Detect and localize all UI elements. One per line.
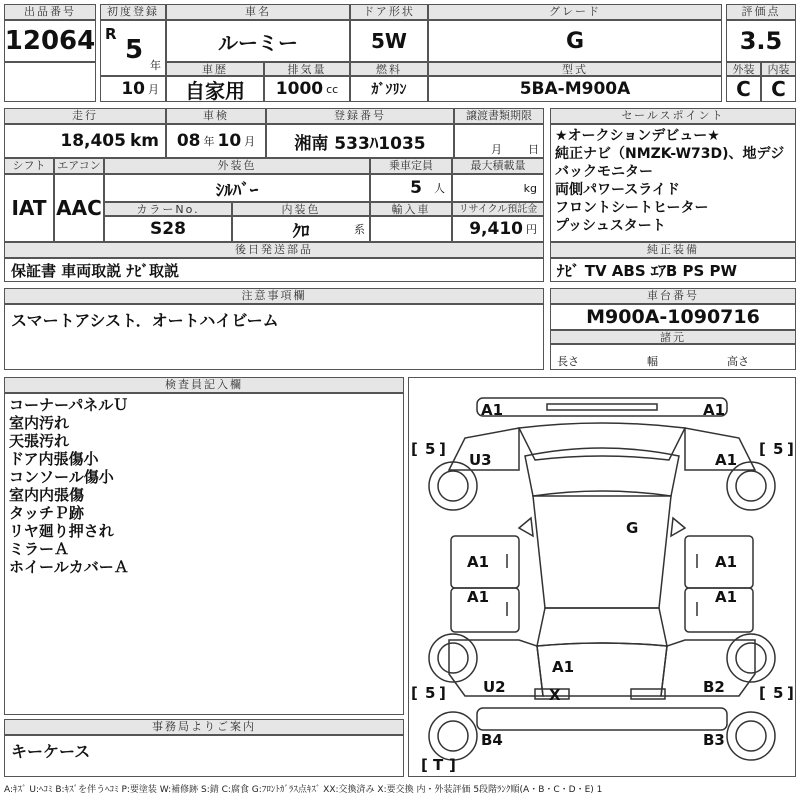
dims-width: 幅 <box>647 355 658 368</box>
inspection-year: 08 <box>176 131 201 151</box>
model-label: 型式 <box>428 62 722 76</box>
history-value: 自家用 <box>166 76 264 102</box>
era: R <box>105 25 117 43</box>
inspection-cell <box>166 124 266 158</box>
inspector-item: リヤ廻り押され <box>9 522 114 540</box>
tire-bracket-fl: [ <box>411 440 418 458</box>
mark-front-left: A1 <box>481 401 504 419</box>
recycle-unit: 円 <box>526 223 537 236</box>
mark-rear-right: B3 <box>703 731 725 749</box>
inspection-label: 車検 <box>166 108 266 124</box>
spare-tire <box>429 712 477 760</box>
tire-bracket-rl-end: ] <box>439 684 446 702</box>
equipment-value: ﾅﾋﾞ TV ABS ｴｱB PS PW <box>550 258 796 282</box>
first-reg-year-cell <box>100 20 166 76</box>
mark-fender-right: A1 <box>715 451 738 469</box>
car-diagram <box>408 377 796 777</box>
mark-rear-x: X <box>549 686 561 704</box>
tire-rear-right-inner <box>736 643 766 673</box>
lot-no-label: 出品番号 <box>4 4 96 20</box>
inspector-item: コーナーパネルＵ <box>9 396 129 414</box>
mileage-label: 走行 <box>4 108 166 124</box>
mark-rear-left: B4 <box>481 731 503 749</box>
lot-no-value: 12064 <box>4 20 96 62</box>
mark-door-rr: A1 <box>715 588 738 606</box>
aircon-value: AAC <box>54 174 104 242</box>
mileage-unit: km <box>129 131 159 151</box>
tire-rank-rl: 5 <box>425 684 436 702</box>
transfer-label: 譲渡書類期限 <box>454 108 544 124</box>
tire-rear-right <box>727 634 775 682</box>
inspector-item: ドア内張傷小 <box>9 450 99 468</box>
shift-value: IAT <box>4 174 54 242</box>
tire-rank-fl: 5 <box>425 440 436 458</box>
front-bumper-shape <box>477 398 727 416</box>
tire-front-left-inner <box>438 471 468 501</box>
sales-points-list <box>550 124 796 242</box>
sales-point-item: ★オークションデビュー★ <box>555 128 720 144</box>
exterior-label: 外装 <box>726 62 761 76</box>
month-unit: 月 <box>148 83 159 96</box>
shift-label: シフト <box>4 158 54 174</box>
mirror-right-shape <box>671 518 685 536</box>
color-no-label: カラーNo. <box>104 202 232 216</box>
front-grille-shape <box>547 404 657 410</box>
int-color-value: ｸﾛ <box>292 221 310 242</box>
dims-row <box>550 344 796 370</box>
grade-value: G <box>428 20 722 62</box>
tire-bracket-fr: [ <box>759 440 766 458</box>
exterior-value: C <box>726 76 761 102</box>
sales-point-item: プッシュスタート <box>555 218 666 234</box>
plate-value: 湘南 533ﾊ1035 <box>266 124 454 158</box>
door-label: ドア形状 <box>350 4 428 20</box>
tire-rank-spare: T <box>433 756 444 774</box>
inspector-list <box>4 393 404 715</box>
recycle-cell <box>452 216 544 242</box>
tire-bracket-fl-end: ] <box>439 440 446 458</box>
tire-bracket-spare-end: ] <box>449 756 456 774</box>
dims-length: 長さ <box>557 355 579 368</box>
car-name-label: 車名 <box>166 4 350 20</box>
dims-height: 高さ <box>727 355 749 368</box>
model-value: 5BA-M900A <box>428 76 722 102</box>
capacity-cell <box>370 174 452 202</box>
interior-value: C <box>761 76 796 102</box>
year-unit: 年 <box>150 59 161 72</box>
mark-door-fl: A1 <box>467 553 490 571</box>
notes-box <box>4 304 544 370</box>
int-color-unit: 系 <box>354 223 365 236</box>
inspector-item: コンソール傷小 <box>9 468 114 486</box>
max-load-label: 最大積載量 <box>452 158 544 174</box>
tire-bracket-fr-end: ] <box>787 440 794 458</box>
displacement-cell <box>264 76 350 102</box>
capacity-label: 乗車定員 <box>370 158 452 174</box>
car-name-value: ルーミー <box>166 20 350 62</box>
mark-trunk: A1 <box>552 658 575 676</box>
lot-no-blank <box>4 62 96 102</box>
inspection-month: 10 <box>217 131 242 151</box>
inspector-item: ホイールカバーＡ <box>9 558 129 576</box>
transfer-month: 月 <box>491 143 502 156</box>
chassis-value: M900A-1090716 <box>550 304 796 330</box>
sales-points-label: セールスポイント <box>550 108 796 124</box>
sales-point-item: 両側パワースライド <box>555 182 680 198</box>
color-no-value: S28 <box>104 216 232 242</box>
office-value: キーケース <box>11 742 91 761</box>
history-label: 車歴 <box>166 62 264 76</box>
rear-bumper-shape <box>477 708 727 730</box>
capacity-unit: 人 <box>434 182 445 195</box>
inspector-label: 検査員記入欄 <box>4 377 404 393</box>
displacement-label: 排気量 <box>264 62 350 76</box>
notes-value: スマートアシスト．オートハイビーム <box>11 311 279 330</box>
tire-bracket-spare: [ <box>421 756 428 774</box>
interior-label: 内装 <box>761 62 796 76</box>
fuel-value: ｶﾞｿﾘﾝ <box>350 76 428 102</box>
fuel-label: 燃料 <box>350 62 428 76</box>
mark-quarter-left: U2 <box>483 678 506 696</box>
door-value: 5W <box>350 20 428 62</box>
office-box <box>4 735 404 777</box>
int-color-label: 内装色 <box>232 202 370 216</box>
first-reg-year: 5 <box>125 35 144 65</box>
spare-tire-right <box>727 712 775 760</box>
ext-color-value: ｼﾙﾊﾞｰ <box>104 174 370 202</box>
later-parts-label: 後日発送部品 <box>4 242 544 258</box>
tire-bracket-rr-end: ] <box>787 684 794 702</box>
recycle-value: 9,410 <box>469 219 523 239</box>
tire-bracket-rl: [ <box>411 684 418 702</box>
sales-point-item: バックモニター <box>555 164 653 180</box>
displacement-unit: cc <box>326 82 339 96</box>
max-load-unit: kg <box>523 181 537 195</box>
spare-tire-right-inner <box>736 721 766 751</box>
inspector-item: タッチＰ跡 <box>9 504 85 522</box>
tire-rank-rr: 5 <box>773 684 784 702</box>
int-color-cell <box>232 216 370 242</box>
tire-bracket-rr: [ <box>759 684 766 702</box>
mark-front-right: A1 <box>703 401 726 419</box>
transfer-day: 日 <box>528 143 539 156</box>
ext-color-label: 外装色 <box>104 158 370 174</box>
mileage-cell <box>4 124 166 158</box>
mark-door-rl: A1 <box>467 588 490 606</box>
mirror-left-shape <box>519 518 533 536</box>
capacity-value: 5 <box>410 178 422 198</box>
max-load-cell <box>452 174 544 202</box>
legend: A:ｷｽﾞ U:ﾍｺﾐ B:ｷｽﾞを伴うﾍｺﾐ P:要塗装 W:補修跡 S:錆 C:腐食 G:ﾌﾛﾝﾄｶﾞﾗｽ点ｷｽﾞ XX:交換済み X:要交換 内・外装評価 5段階ﾗﾝｸ順(A・B・C・D・E) 1 <box>4 785 603 795</box>
first-reg-label: 初度登録 <box>100 4 166 20</box>
rear-window-shape <box>537 608 667 646</box>
mileage-value: 18,405 <box>60 131 126 151</box>
rear-plate-right <box>631 689 665 699</box>
tire-rear-left-inner <box>438 643 468 673</box>
tire-rank-fr: 5 <box>773 440 784 458</box>
notes-label: 注意事項欄 <box>4 288 544 304</box>
later-parts-value: 保証書 車両取説 ﾅﾋﾞ取説 <box>4 258 544 282</box>
displacement-value: 1000 <box>275 79 324 99</box>
sales-point-item: 純正ナビ（NMZK-W73D)、地デジ <box>555 146 785 162</box>
mark-quarter-right: B2 <box>703 678 725 696</box>
windshield-shape <box>525 448 679 496</box>
inspection-month-unit: 月 <box>244 135 256 148</box>
equipment-label: 純正装備 <box>550 242 796 258</box>
import-label: 輸入車 <box>370 202 452 216</box>
dims-label: 諸元 <box>550 330 796 344</box>
chassis-label: 車台番号 <box>550 288 796 304</box>
score-value: 3.5 <box>726 20 796 62</box>
first-reg-month-cell <box>100 76 166 102</box>
tire-front-left <box>429 462 477 510</box>
inspector-item: ミラーＡ <box>9 540 70 558</box>
inspector-item: 天張汚れ <box>9 432 70 450</box>
mark-roof: G <box>626 519 639 537</box>
roof-shape <box>533 496 671 608</box>
sales-point-item: フロントシートヒーター <box>555 200 709 216</box>
first-reg-month: 10 <box>121 79 145 99</box>
inspector-item: 室内汚れ <box>9 414 70 432</box>
mark-door-fr: A1 <box>715 553 738 571</box>
inspector-item: 室内内張傷 <box>9 486 85 504</box>
mark-fender-left: U3 <box>469 451 492 469</box>
tire-rear-left <box>429 634 477 682</box>
transfer-cell <box>454 124 544 158</box>
aircon-label: エアコン <box>54 158 104 174</box>
office-label: 事務局よりご案内 <box>4 719 404 735</box>
grade-label: グレード <box>428 4 722 20</box>
tire-front-right-inner <box>736 471 766 501</box>
recycle-label: リサイクル預託金 <box>452 202 544 216</box>
tire-front-right <box>727 462 775 510</box>
spare-tire-inner <box>438 721 468 751</box>
plate-label: 登録番号 <box>266 108 454 124</box>
inspection-year-unit: 年 <box>203 135 215 148</box>
hood-shape <box>519 423 685 460</box>
car-diagram-svg <box>409 378 795 776</box>
import-value <box>370 216 452 242</box>
score-label: 評価点 <box>726 4 796 20</box>
